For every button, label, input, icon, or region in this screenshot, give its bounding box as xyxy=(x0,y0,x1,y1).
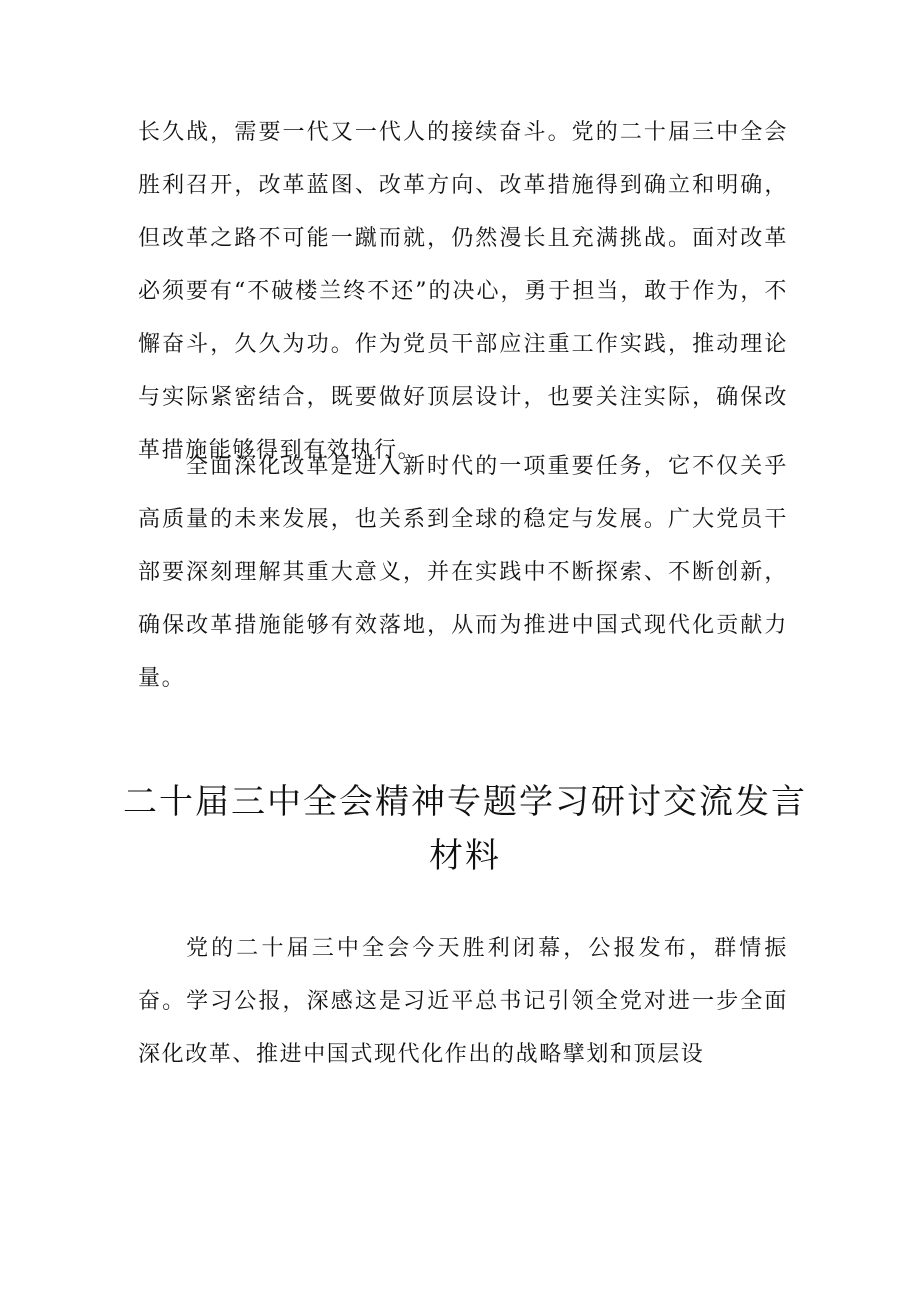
paragraph-conclusion: 全面深化改革是进入新时代的一项重要任务，它不仅关乎高质量的未来发展，也关系到全球的稳定与发展。广大党员干部要深刻理解其重大意义，并在实践中不断探索、不断创新，确保改革措施能够有效落地，从而为推进中国式现代化贡献力量。 xyxy=(138,454,788,691)
document-title: 二十届三中全会精神专题学习研讨交流发言材料 xyxy=(123,782,807,876)
paragraph-continuation: 长久战，需要一代又一代人的接续奋斗。党的二十届三中全会胜利召开，改革蓝图、改革方向、改革措施得到确立和明确，但改革之路不可能一蹴而就，仍然漫长且充满挑战。面对改革必须要有“不破楼兰终不还”的决心，勇于担当，敢于作为，不懈奋斗，久久为功。作为党员干部应注重工作实践，推动理论与实际紧密结合，既要做好顶层设计，也要关注实际，确保改革措施能够得到有效执行。 xyxy=(138,120,788,463)
paragraph-opening: 党的二十届三中全会今天胜利闭幕，公报发布，群情振奋。学习公报，深感这是习近平总书记引领全党对进一步全面深化改革、推进中国式现代化作出的战略擘划和顶层设 xyxy=(138,936,788,1067)
